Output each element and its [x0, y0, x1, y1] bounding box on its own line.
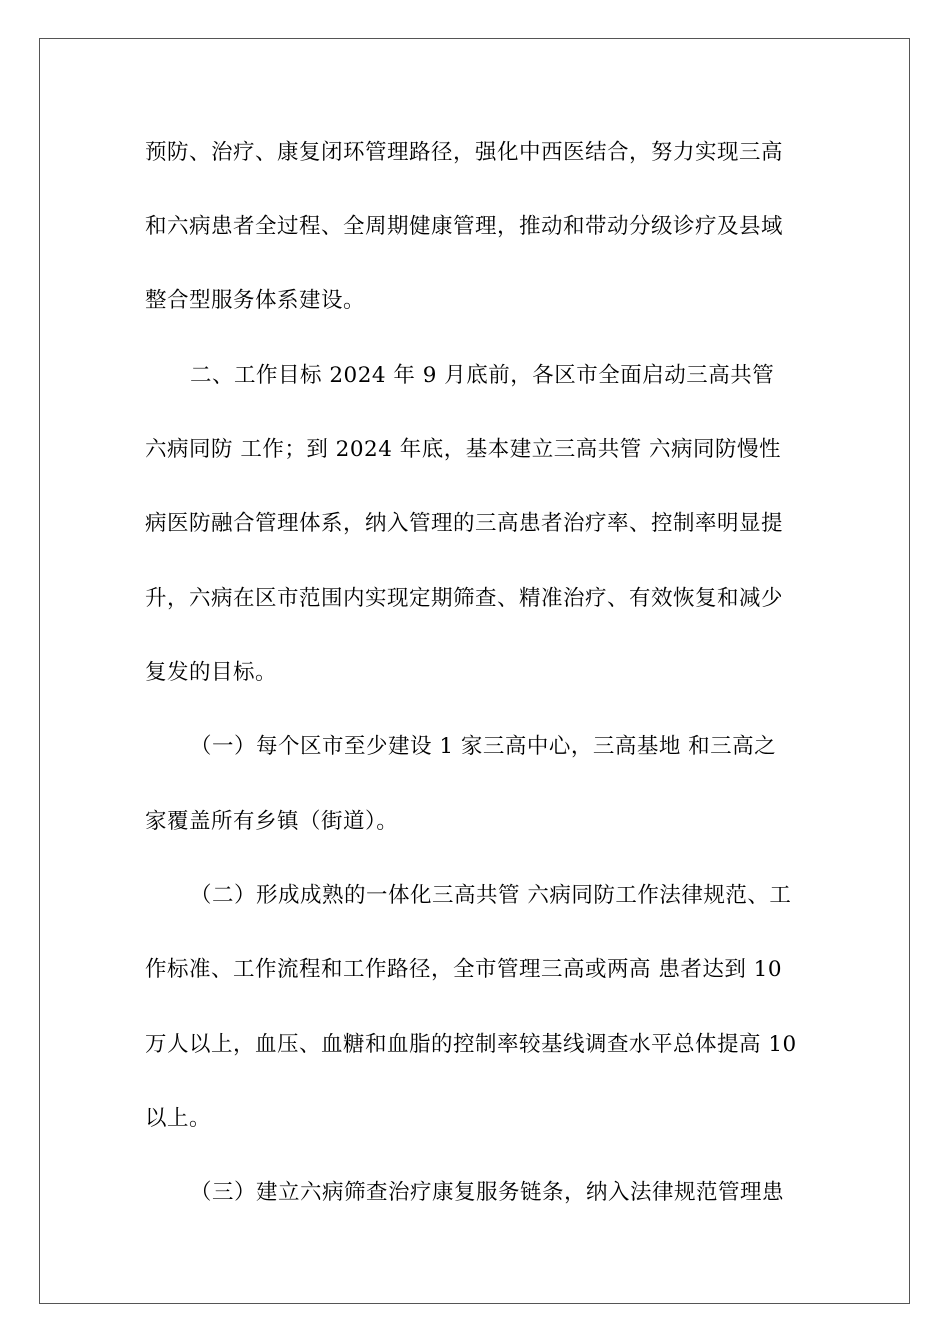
text-line: 家覆盖所有乡镇（街道）。 — [145, 809, 399, 834]
text-line: 作标准、工作流程和工作路径，全市管理三高或两高 患者达到 10 — [145, 957, 783, 982]
text-line: 万人以上，血压、血糖和血脂的控制率较基线调查水平总体提高 10 — [145, 1032, 797, 1057]
list-item-line: （一）每个区市至少建设 1 家三高中心，三高基地 和三高之 — [190, 734, 777, 759]
text-line: 病医防融合管理体系，纳入管理的三高患者治疗率、控制率明显提 — [145, 511, 784, 536]
section-heading-line: 二、工作目标 2024 年 9 月底前，各区市全面启动三高共管 — [190, 363, 775, 388]
list-item-line: （三）建立六病筛查治疗康复服务链条，纳入法律规范管理患 — [190, 1180, 785, 1205]
text-line: 整合型服务体系建设。 — [145, 288, 366, 313]
text-line: 六病同防 工作；到 2024 年底，基本建立三高共管 六病同防慢性 — [145, 437, 782, 462]
text-line: 和六病患者全过程、全周期健康管理，推动和带动分级诊疗及县域 — [145, 214, 784, 239]
list-item-line: （二）形成成熟的一体化三高共管 六病同防工作法律规范、工 — [190, 883, 792, 908]
text-line: 复发的目标。 — [145, 660, 278, 685]
text-line: 升，六病在区市范围内实现定期筛查、精准治疗、有效恢复和减少 — [145, 586, 784, 611]
text-line: 以上。 — [145, 1106, 212, 1131]
text-line: 预防、治疗、康复闭环管理路径，强化中西医结合，努力实现三高 — [145, 140, 784, 165]
